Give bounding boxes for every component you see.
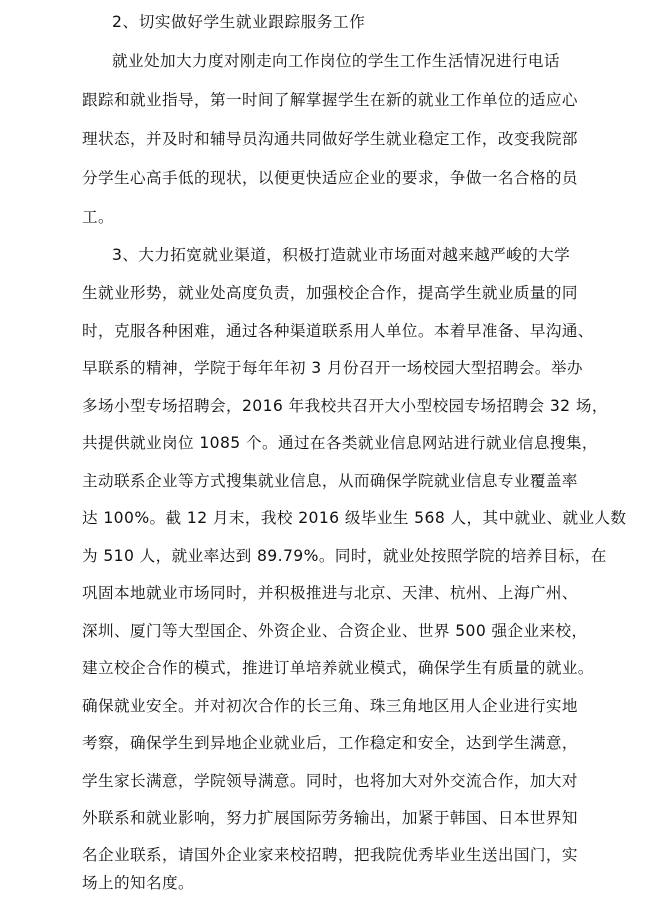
- section-2-heading: 2、切实做好学生就业跟踪服务工作: [112, 13, 366, 31]
- paragraph-line: 场上的知名度。: [82, 874, 194, 892]
- paragraph-line: 多场小型专场招聘会，2016 年我校共召开大小型校园专场招聘会 32 场，: [82, 397, 608, 415]
- paragraph-line: 早联系的精神，学院于每年年初 3 月份召开一场校园大型招聘会。举办: [82, 359, 583, 377]
- paragraph-line: 达 100%。截 12 月末，我校 2016 级毕业生 568 人，其中就业、就业人数: [82, 509, 627, 527]
- section-3-lead-line: 3、大力拓宽就业渠道，积极打造就业市场面对越来越严峻的大学: [112, 246, 571, 264]
- paragraph-line: 深圳、厦门等大型国企、外资企业、合资企业、世界 500 强企业来校，: [82, 622, 588, 640]
- paragraph-line: 跟踪和就业指导，第一时间了解掌握学生在新的就业工作单位的适应心: [82, 91, 578, 109]
- paragraph-line: 建立校企合作的模式，推进订单培养就业模式，确保学生有质量的就业。: [82, 659, 594, 677]
- paragraph-line: 外联系和就业影响，努力扩展国际劳务输出，加紧于韩国、日本世界知: [82, 809, 578, 827]
- paragraph-line: 确保就业安全。并对初次合作的长三角、珠三角地区用人企业进行实地: [82, 697, 578, 715]
- paragraph-line: 名企业联系，请国外企业家来校招聘，把我院优秀毕业生送出国门，实: [82, 846, 578, 864]
- paragraph-line: 主动联系企业等方式搜集就业信息，从而确保学院就业信息专业覆盖率: [82, 472, 578, 490]
- paragraph-line: 理状态，并及时和辅导员沟通共同做好学生就业稳定工作，改变我院部: [82, 130, 578, 148]
- paragraph-line: 共提供就业岗位 1085 个。通过在各类就业信息网站进行就业信息搜集，: [82, 434, 598, 452]
- paragraph-line: 生就业形势，就业处高度负责，加强校企合作，提高学生就业质量的同: [82, 284, 578, 302]
- paragraph-line: 为 510 人，就业率达到 89.79%。同时，就业处按照学院的培养目标，在: [82, 547, 607, 565]
- paragraph-line: 考察，确保学生到异地企业就业后，工作稳定和安全，达到学生满意，: [82, 734, 578, 752]
- paragraph-line: 就业处加大力度对刚走向工作岗位的学生工作生活情况进行电话: [112, 52, 560, 70]
- paragraph-line: 时，克服各种困难，通过各种渠道联系用人单位。本着早准备、早沟通、: [82, 322, 594, 340]
- paragraph-line: 学生家长满意，学院领导满意。同时，也将加大对外交流合作，加大对: [82, 772, 578, 790]
- paragraph-line: 巩固本地就业市场同时，并积极推进与北京、天津、杭州、上海广州、: [82, 584, 578, 602]
- paragraph-line: 分学生心高手低的现状，以便更快适应企业的要求，争做一名合格的员: [82, 169, 578, 187]
- paragraph-line: 工。: [82, 208, 114, 226]
